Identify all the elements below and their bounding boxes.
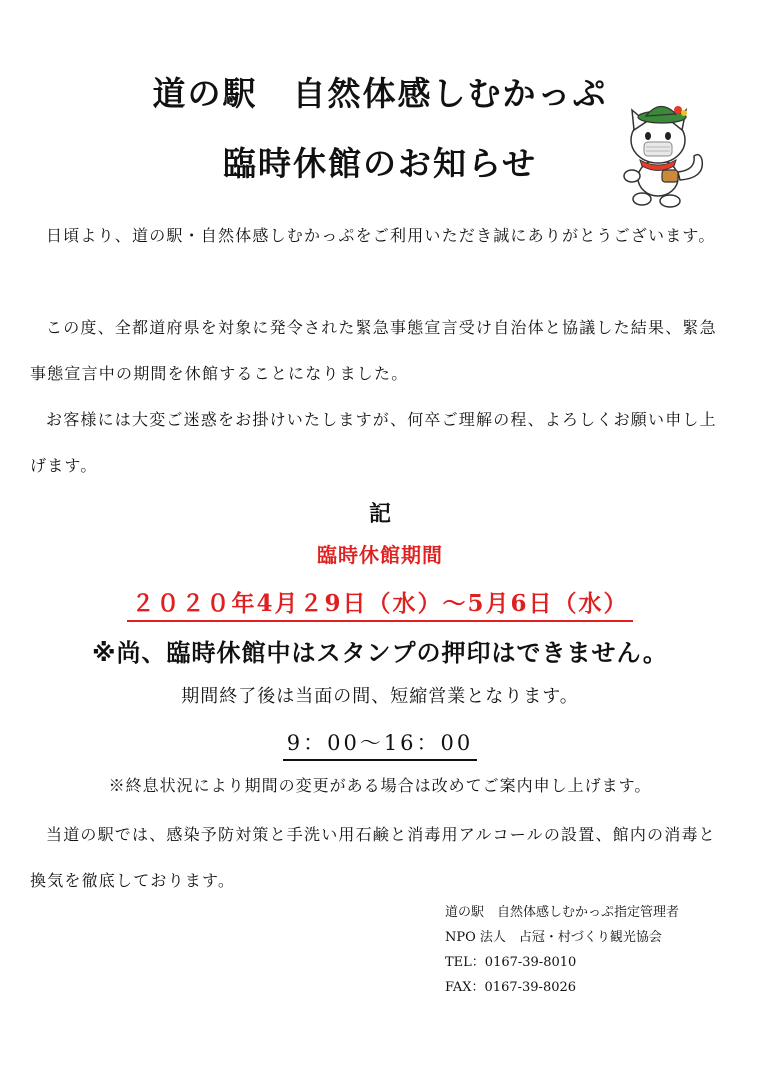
stamp-note: ※尚、臨時休館中はスタンプの押印はできません。 — [92, 639, 668, 667]
greeting-text: 日頃より、道の駅・自然体感しむかっぷをご利用いただき誠にありがとうございます。 — [46, 226, 716, 245]
business-hours — [0, 727, 760, 761]
closure-dates-text: ２０２０年4月２9日（水）～5月6日（水） — [127, 585, 632, 622]
apology-text: お客様には大変ご迷惑をお掛けいたしますが、何卒ご理解の程、よろしくお願い申し上げます。 — [30, 410, 717, 475]
signature-organization: NPO 法人 占冠・村づくり観光協会 — [445, 930, 662, 945]
closure-period-dates — [0, 585, 760, 622]
signature-block — [445, 900, 735, 1000]
signature-manager: 道の駅 自然体感しむかっぷ指定管理者 — [445, 905, 680, 920]
closure-reason-text: この度、全都道府県を対象に発令された緊急事態宣言受け自治体と協議した結果、緊急事態宣言中の期間を休館することになりました。 — [30, 318, 717, 383]
apology-paragraph — [30, 397, 730, 489]
closure-period-label: 臨時休館期間 — [317, 543, 443, 567]
signature-tel: TEL：0167-39-8010 — [445, 955, 577, 970]
measures-paragraph — [30, 812, 730, 904]
cat-mascot-icon — [610, 100, 710, 212]
greeting-paragraph — [30, 213, 730, 259]
measures-text: 当道の駅では、感染予防対策と手洗い用石鹸と消毒用アルコールの設置、館内の消毒と換気を徹底しております。 — [30, 825, 716, 890]
title-line-1: 道の駅 自然体感しむかっぷ — [152, 74, 608, 113]
title-line-2: 臨時休館のお知らせ — [222, 144, 537, 183]
signature-fax: FAX：0167-39-8026 — [445, 980, 577, 995]
period-change-note: ※終息状況により期間の変更がある場合は改めてご案内申し上げます。 — [108, 776, 652, 795]
closure-reason-paragraph — [30, 305, 730, 397]
ki-heading: 記 — [368, 501, 391, 527]
business-hours-text: 9：00～16：00 — [283, 727, 478, 761]
after-period-note: 期間終了後は当面の間、短縮営業となります。 — [181, 686, 579, 707]
